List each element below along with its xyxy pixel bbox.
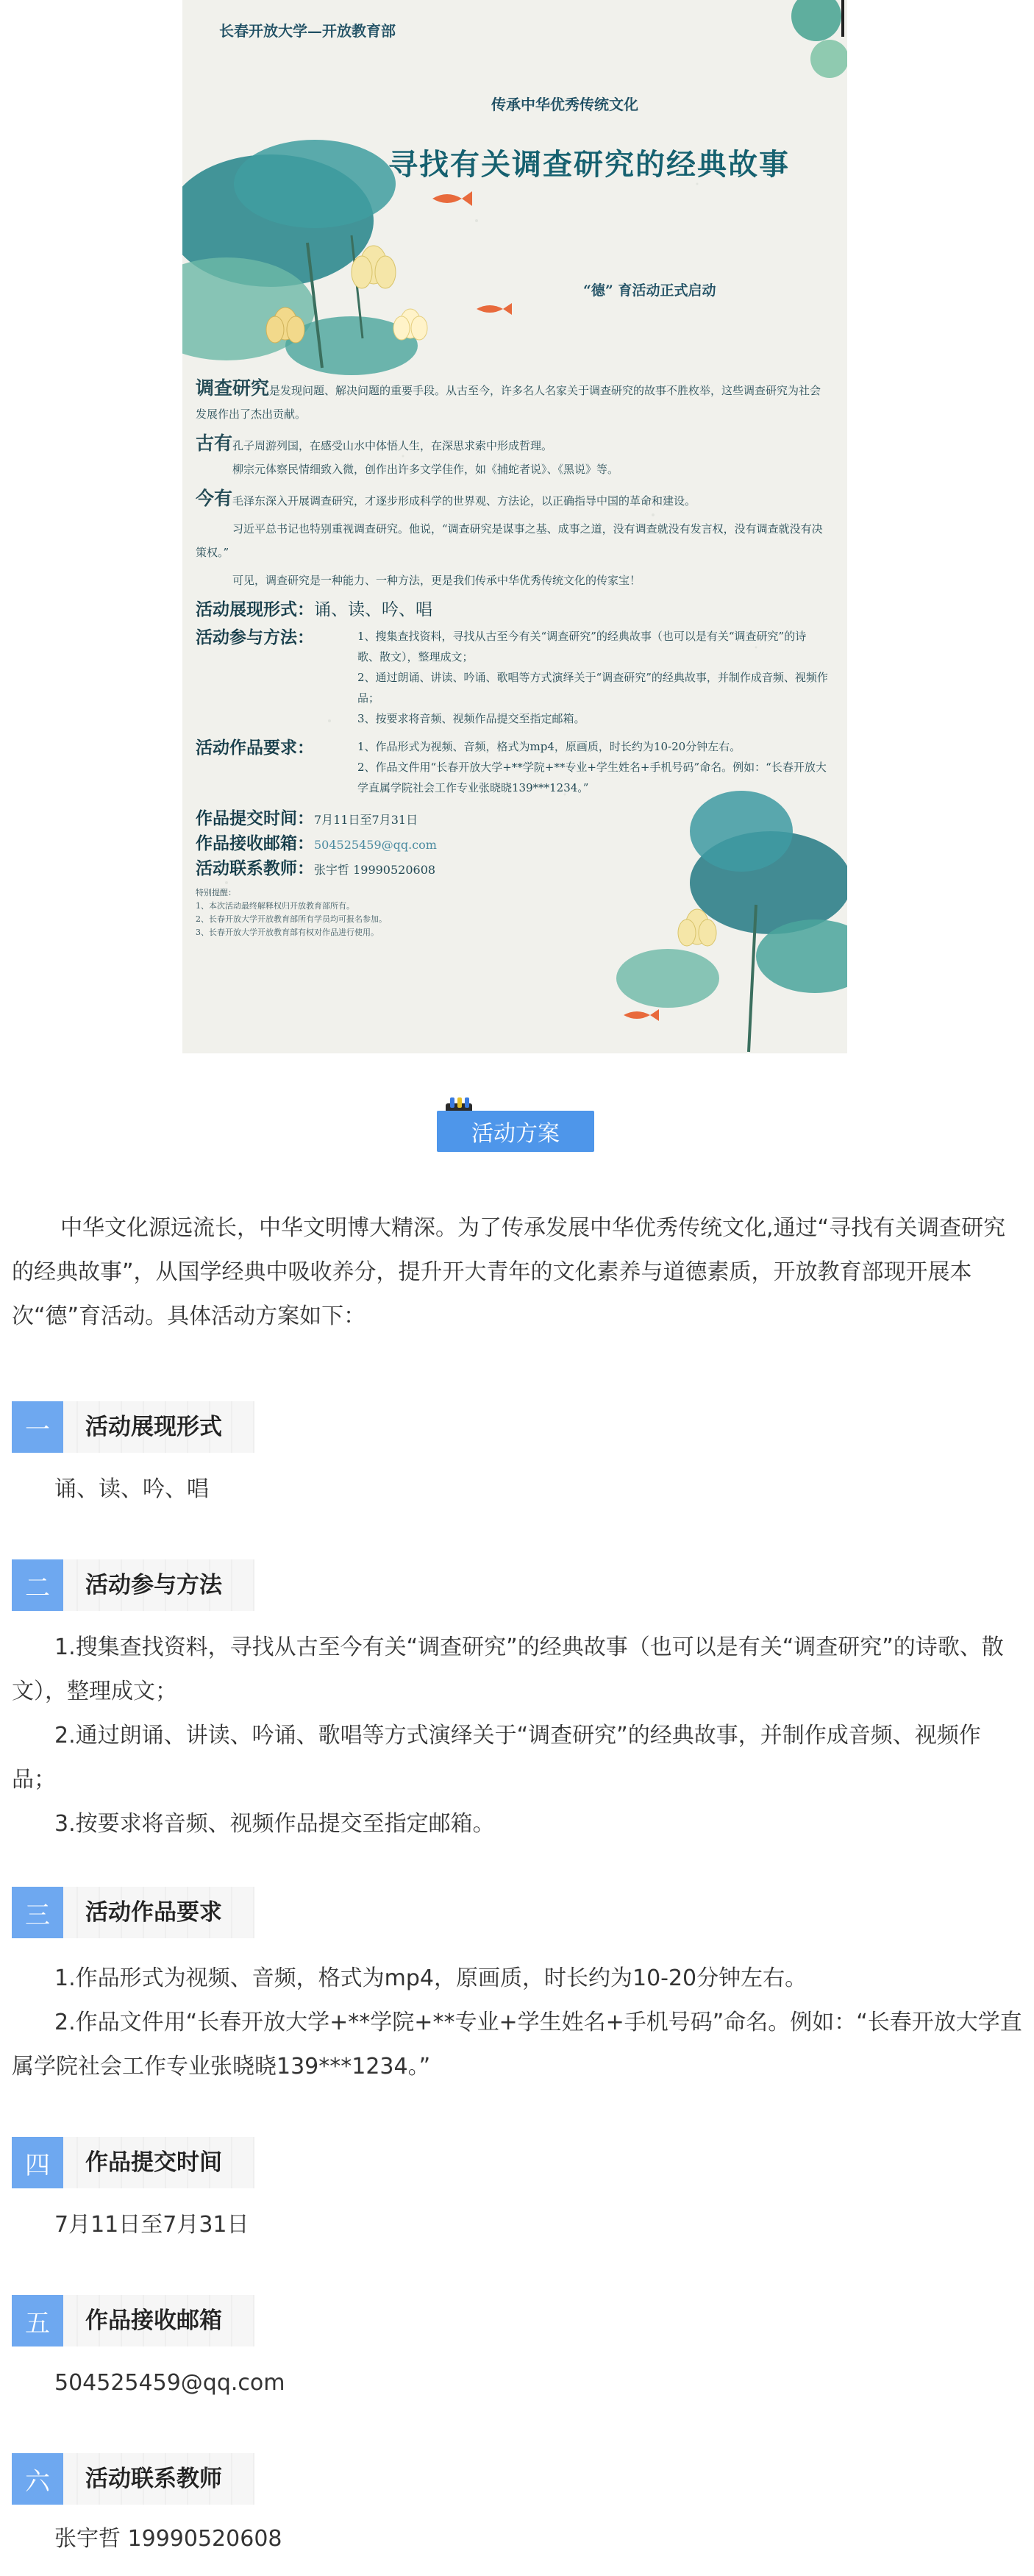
poster-title: 寻找有关调查研究的经典故事 xyxy=(388,147,790,182)
poster-p4-lead: 今有 xyxy=(196,488,233,509)
poster-body xyxy=(196,377,828,939)
poster-org: 长春开放大学—开放教育部 xyxy=(219,22,396,40)
section-number: 五 xyxy=(12,2295,63,2346)
section-body-6 xyxy=(12,2517,1024,2561)
poster-time-value: 7月11日至7月31日 xyxy=(314,813,418,827)
poster-form-value: 诵、读、吟、唱 xyxy=(314,600,432,619)
section-line: 2.通过朗诵、讲读、吟诵、歌唱等方式演绎关于“调查研究”的经典故事，并制作成音频、视频作品； xyxy=(12,1723,981,1793)
activity-poster xyxy=(182,0,847,1053)
intro-paragraph: 中华文化源远流长，中华文明博大精深。为了传承发展中华优秀传统文化,通过“寻找有关调查研究的经典故事”，从国学经典中吸收养分，提升开大青年的文化素养与道德素质，开放教育部现开展本次“德”育活动。具体活动方案如下： xyxy=(12,1215,1006,1329)
section-body-1 xyxy=(12,1467,1024,1512)
section-header-6 xyxy=(12,2453,254,2505)
poster-notes xyxy=(196,886,828,939)
poster-mail-label: 作品接收邮箱： xyxy=(196,833,314,853)
section-body-3 xyxy=(12,1957,1024,2089)
section-body-4 xyxy=(12,2203,1024,2247)
section-line: 3.按要求将音频、视频作品提交至指定邮箱。 xyxy=(54,1811,495,1837)
section-header-1 xyxy=(12,1401,254,1453)
section-header-2 xyxy=(12,1559,254,1611)
poster-p1-text: 是发现问题、解决问题的重要手段。从古至今，许多名人名家关于调查研究的故事不胜枚举，这些调查研究为社会发展作出了杰出贡献。 xyxy=(196,384,821,421)
poster-method-label: 活动参与方法： xyxy=(196,627,314,647)
section-header-3 xyxy=(12,1887,254,1938)
poster-mail-value: 504525459@qq.com xyxy=(314,838,437,852)
section-header-4 xyxy=(12,2137,254,2188)
poster-p6-text: 可见，调查研究是一种能力、一种方法，更是我们传承中华优秀传统文化的传家宝！ xyxy=(232,574,641,587)
section-body-2 xyxy=(12,1626,1024,1846)
section-line: 1.作品形式为视频、音频，格式为mp4，原画质，时长约为10-20分钟左右。 xyxy=(54,1965,807,1991)
section-number: 三 xyxy=(12,1887,63,1938)
poster-req-item: 2、作品文件用“长春开放大学+**学院+**专业+学生姓名+手机号码”命名。例如：“长春开放大学直属学院社会工作专业张晓晓139***1234。” xyxy=(357,761,827,794)
section-line: 1.搜集查找资料，寻找从古至今有关“调查研究”的经典故事（也可以是有关“调查研究”的诗歌、散文），整理成文； xyxy=(12,1634,1004,1704)
poster-p3-text: 柳宗元体察民情细致入微，创作出许多文学佳作，如《捕蛇者说》、《黑说》等。 xyxy=(232,463,619,476)
section-title: 活动联系教师 xyxy=(85,2466,222,2492)
section-number: 四 xyxy=(12,2137,63,2188)
poster-form-label: 活动展现形式： xyxy=(196,599,314,619)
section-number: 一 xyxy=(12,1401,63,1453)
poster-teacher-label: 活动联系教师： xyxy=(196,858,314,878)
poster-teacher-value: 张宇哲 19990520608 xyxy=(314,863,436,877)
section-header-5 xyxy=(12,2295,254,2346)
poster-req-label: 活动作品要求： xyxy=(196,738,314,758)
plan-tag: 活动方案 xyxy=(437,1111,594,1152)
section-body-5 xyxy=(12,2361,1024,2405)
section-title: 作品接收邮箱 xyxy=(85,2308,222,2334)
poster-method-item: 1、搜集查找资料，寻找从古至今有关“调查研究”的经典故事（也可以是有关“调查研究”的诗歌、散文），整理成文； xyxy=(357,630,807,663)
poster-subtitle: 传承中华优秀传统文化 xyxy=(491,96,638,113)
section-line: 7月11日至7月31日 xyxy=(54,2212,249,2238)
section-line: 诵、读、吟、唱 xyxy=(54,1476,209,1502)
poster-p1-lead: 调查研究 xyxy=(196,377,270,399)
poster-p4-text: 毛泽东深入开展调查研究，才逐步形成科学的世界观、方法论，以正确指导中国的革命和建设。 xyxy=(232,494,696,508)
poster-note: 3、长春开放大学开放教育部有权对作品进行使用。 xyxy=(196,928,379,937)
section-title: 活动作品要求 xyxy=(85,1899,222,1926)
section-line: 张宇哲 19990520608 xyxy=(54,2526,282,2552)
section-number: 二 xyxy=(12,1559,63,1611)
poster-launch: “德” 育活动正式启动 xyxy=(583,282,716,299)
poster-note: 2、长春开放大学开放教育部所有学员均可报名参加。 xyxy=(196,914,387,924)
section-title: 活动展现形式 xyxy=(85,1414,222,1440)
section-number: 六 xyxy=(12,2453,63,2505)
section-title: 活动参与方法 xyxy=(85,1572,222,1598)
poster-notes-title: 特别提醒： xyxy=(196,888,236,897)
section-title: 作品提交时间 xyxy=(85,2149,222,2176)
poster-time-label: 作品提交时间： xyxy=(196,808,314,828)
poster-p5-text: 习近平总书记也特别重视调查研究。他说，“调查研究是谋事之基、成事之道，没有调查就没有发言权，没有调查就没有决策权。” xyxy=(196,522,823,559)
poster-method-item: 3、按要求将音频、视频作品提交至指定邮箱。 xyxy=(357,712,585,725)
poster-p2-text: 孔子周游列国，在感受山水中体悟人生，在深思求索中形成哲理。 xyxy=(232,439,553,452)
poster-note: 1、本次活动最终解释权归开放教育部所有。 xyxy=(196,901,354,911)
section-line: 504525459@qq.com xyxy=(54,2370,285,2396)
section-line: 2.作品文件用“长春开放大学+**学院+**专业+学生姓名+手机号码”命名。例如：“长春开放大学直属学院社会工作专业张晓晓139***1234。” xyxy=(12,2010,1022,2079)
poster-method-item: 2、通过朗诵、讲读、吟诵、歌唱等方式演绎关于“调查研究”的经典故事，并制作成音频、视频作品； xyxy=(357,671,828,705)
poster-req-item: 1、作品形式为视频、音频，格式为mp4，原画质，时长约为10-20分钟左右。 xyxy=(357,740,741,753)
poster-p2-lead: 古有 xyxy=(196,433,233,454)
